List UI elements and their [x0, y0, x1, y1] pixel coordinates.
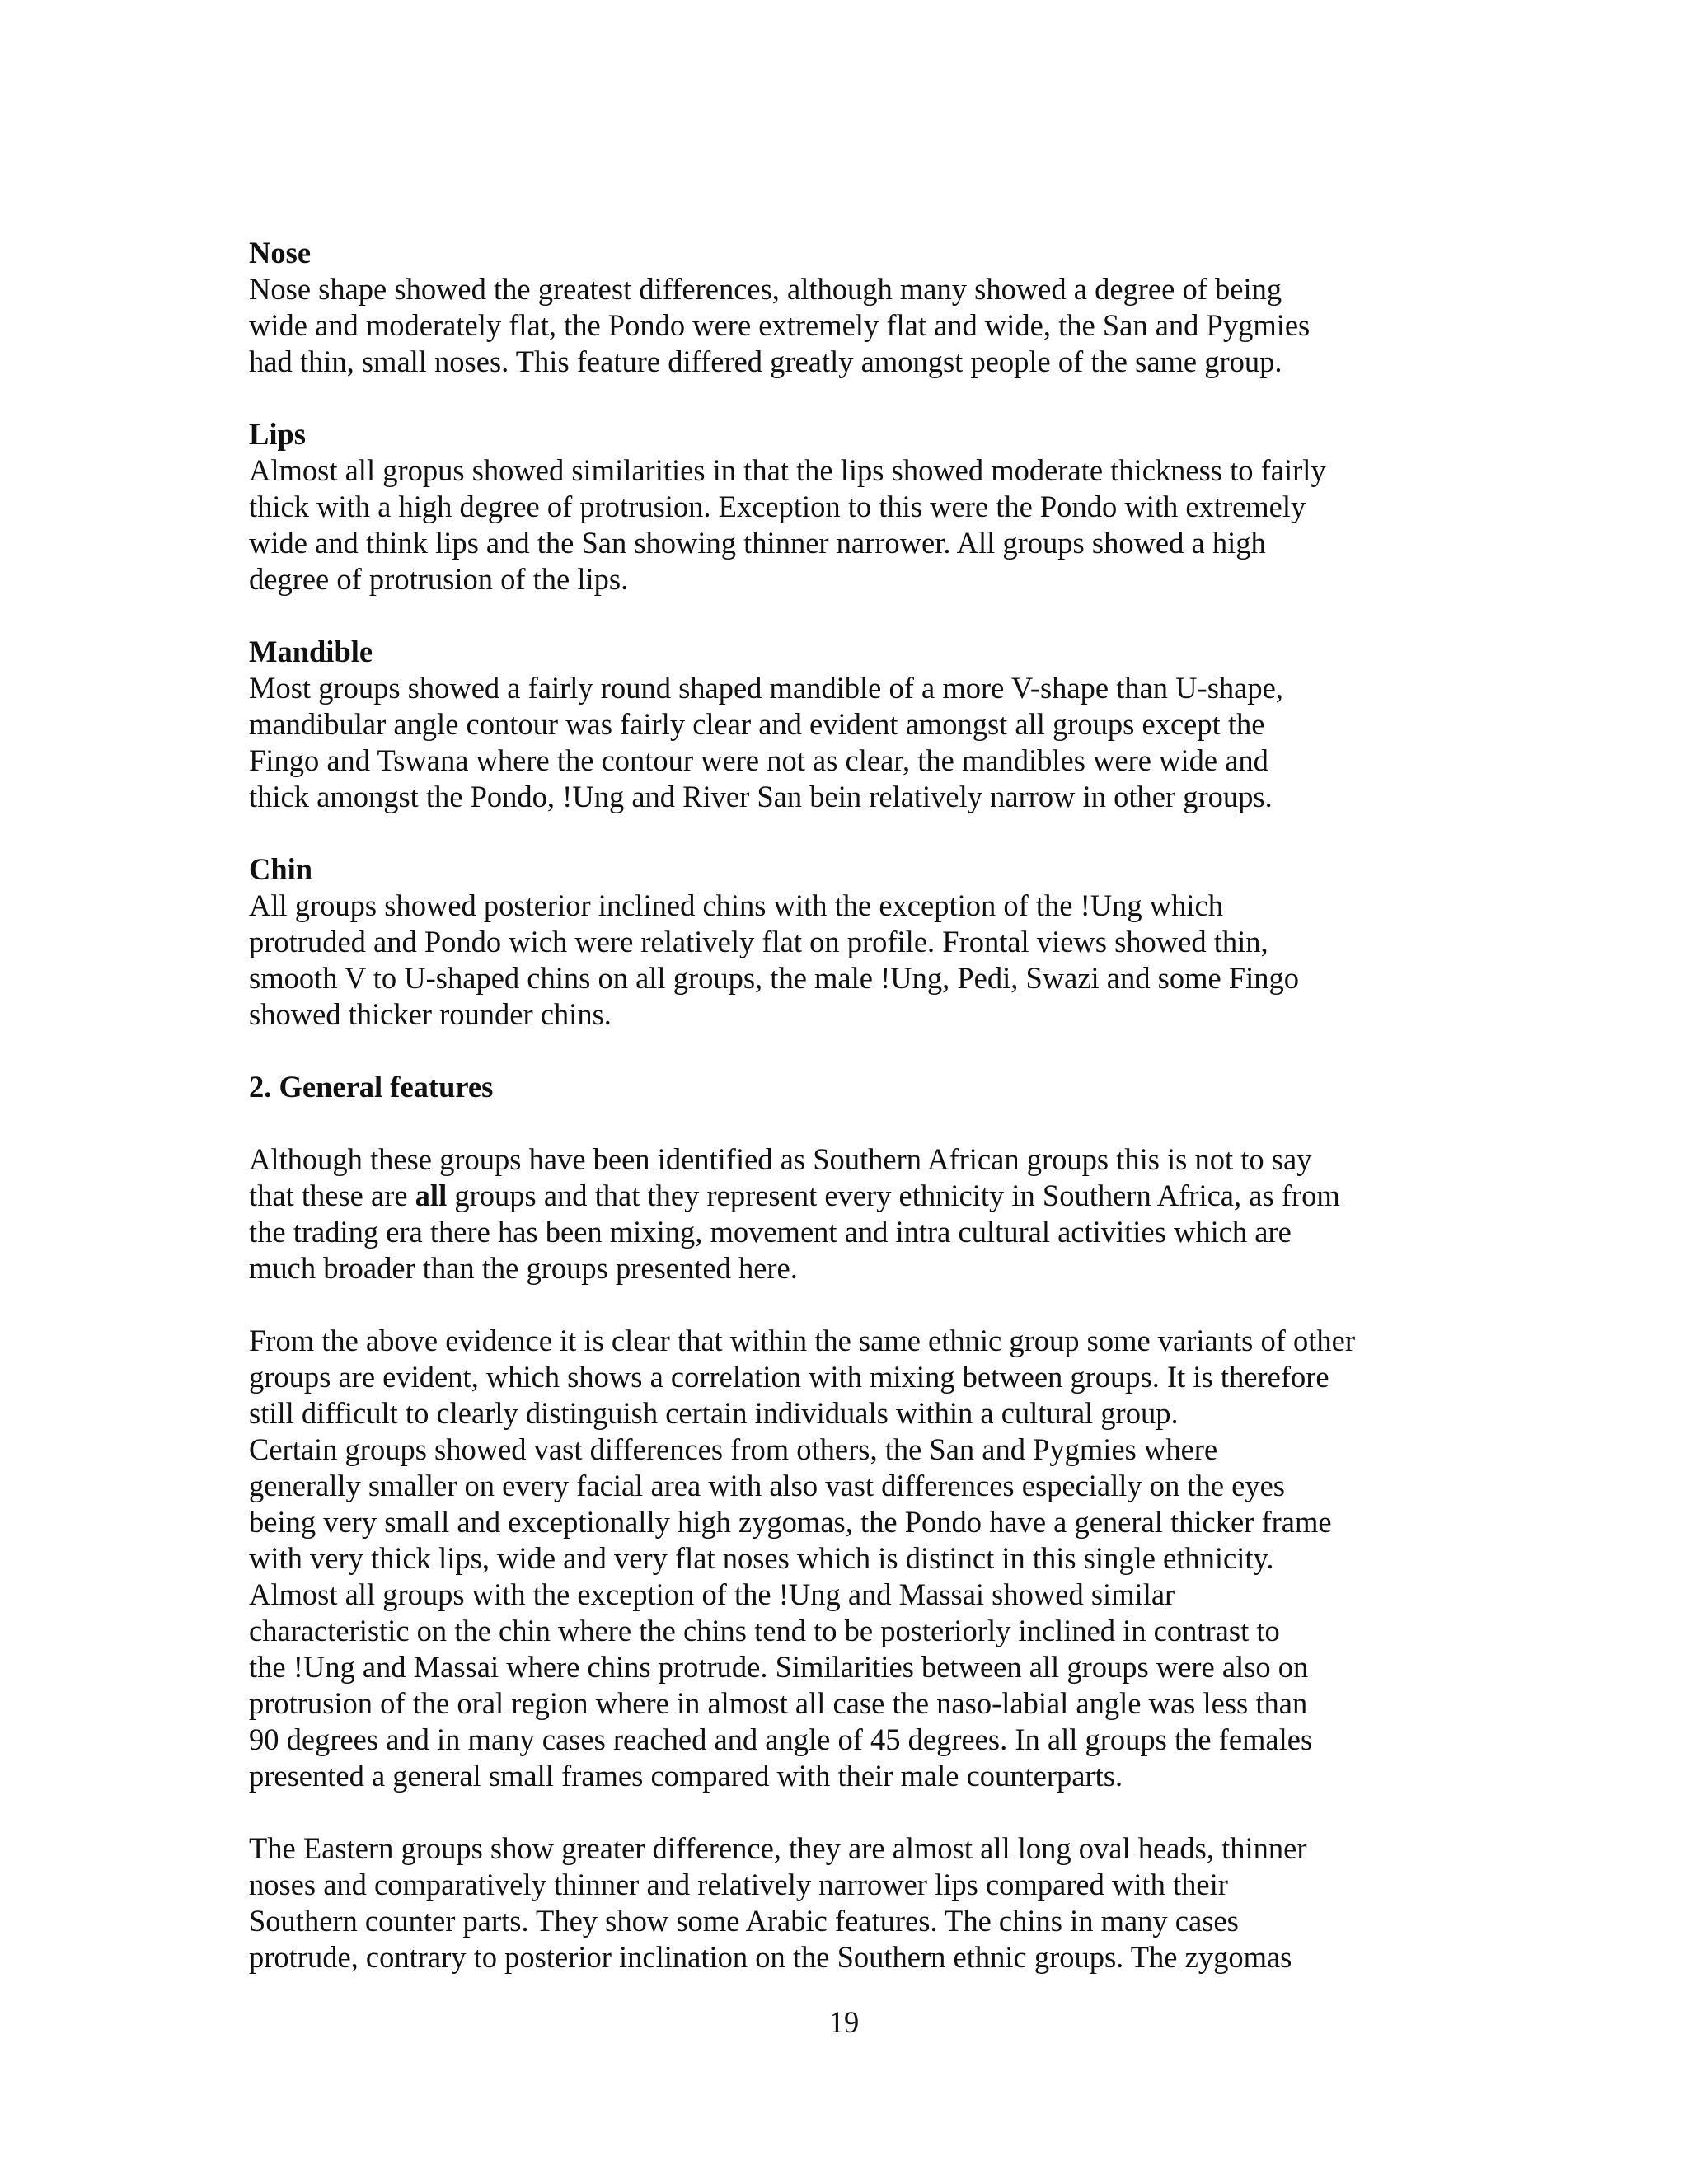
- paragraph-line: Fingo and Tswana where the contour were not as clear, the mandibles were wide and: [249, 743, 1268, 777]
- paragraph-line: generally smaller on every facial area with also vast differences especially on the eyes: [249, 1469, 1286, 1502]
- paragraph-line: much broader than the groups presented here.: [249, 1251, 798, 1285]
- paragraph-line: had thin, small noses. This feature differed greatly amongst people of the same group.: [249, 344, 1282, 378]
- paragraph-gap: [249, 380, 1469, 416]
- paragraph-line: noses and comparatively thinner and relatively narrower lips compared with their: [249, 1868, 1228, 1901]
- section-heading-lips: Lips: [249, 417, 306, 451]
- paragraph-line: thick with a high degree of protrusion. Exception to this were the Pondo with extremely: [249, 490, 1306, 523]
- paragraph-line: Most groups showed a fairly round shaped mandible of a more V-shape than U-shape,: [249, 671, 1283, 705]
- paragraph-line: with very thick lips, wide and very flat noses which is distinct in this single ethnicity.: [249, 1541, 1274, 1575]
- paragraph-line: The Eastern groups show greater difference, they are almost all long oval heads, thinner: [249, 1831, 1307, 1865]
- paragraph-line: smooth V to U-shaped chins on all groups, the male !Ung, Pedi, Swazi and some Fingo: [249, 961, 1299, 995]
- paragraph-line: Almost all groups with the exception of the !Ung and Massai showed similar: [249, 1577, 1175, 1611]
- paragraph-line: the trading era there has been mixing, movement and intra cultural activities which are: [249, 1215, 1292, 1249]
- paragraph-line: wide and moderately flat, the Pondo were extremely flat and wide, the San and Pygmies: [249, 308, 1311, 342]
- paragraph-gap: [249, 1794, 1469, 1830]
- paragraph-line: All groups showed posterior inclined chins with the exception of the !Ung which: [249, 888, 1223, 922]
- paragraph-line: protrusion of the oral region where in almost all case the naso-labial angle was less than: [249, 1686, 1308, 1720]
- paragraph-line: groups are evident, which shows a correlation with mixing between groups. It is therefore: [249, 1360, 1329, 1394]
- paragraph-line: degree of protrusion of the lips.: [249, 562, 629, 596]
- section-heading-chin: Chin: [249, 852, 313, 886]
- paragraph-line: Certain groups showed vast differences from others, the San and Pygmies where: [249, 1432, 1218, 1466]
- paragraph-line: 90 degrees and in many cases reached and angle of 45 degrees. In all groups the females: [249, 1722, 1313, 1756]
- section-heading-nose: Nose: [249, 236, 312, 269]
- emphasis-text: all: [415, 1179, 448, 1212]
- paragraph-line: Nose shape showed the greatest differences, although many showed a degree of being: [249, 272, 1282, 306]
- paragraph-gap: [249, 1105, 1469, 1141]
- paragraph-line: showed thicker rounder chins.: [249, 997, 612, 1031]
- section-heading-mandible: Mandible: [249, 635, 373, 668]
- paragraph-line: the !Ung and Massai where chins protrude. Similarities between all groups were also on: [249, 1650, 1309, 1684]
- text-run: that these are: [249, 1179, 415, 1212]
- page-body: [249, 235, 1469, 1975]
- paragraph-line: [249, 1178, 1469, 1214]
- paragraph-line: wide and think lips and the San showing thinner narrower. All groups showed a high: [249, 526, 1266, 560]
- paragraph-gap: [249, 1286, 1469, 1323]
- paragraph-line: still difficult to clearly distinguish certain individuals within a cultural group.: [249, 1396, 1179, 1430]
- paragraph-line: protruded and Pondo wich were relatively flat on profile. Frontal views showed thin,: [249, 925, 1268, 958]
- paragraph-line: From the above evidence it is clear that within the same ethnic group some variants of other: [249, 1324, 1355, 1357]
- paragraph-line: Almost all gropus showed similarities in that the lips showed moderate thickness to fairly: [249, 453, 1326, 487]
- paragraph-line: mandibular angle contour was fairly clear and evident amongst all groups except the: [249, 707, 1265, 741]
- text-run: groups and that they represent every ethnicity in Southern Africa, as from: [447, 1179, 1340, 1212]
- paragraph-line: thick amongst the Pondo, !Ung and River San bein relatively narrow in other groups.: [249, 780, 1273, 813]
- paragraph-gap: [249, 598, 1469, 634]
- page-number: 19: [828, 2005, 860, 2039]
- paragraph-line: Although these groups have been identified as Southern African groups this is not to say: [249, 1142, 1312, 1176]
- paragraph-line: being very small and exceptionally high zygomas, the Pondo have a general thicker frame: [249, 1505, 1332, 1539]
- paragraph-gap: [249, 1033, 1469, 1069]
- paragraph-line: characteristic on the chin where the chins tend to be posteriorly inclined in contrast to: [249, 1614, 1280, 1647]
- paragraph-line: Southern counter parts. They show some Arabic features. The chins in many cases: [249, 1904, 1239, 1938]
- paragraph-gap: [249, 815, 1469, 851]
- paragraph-line: presented a general small frames compared with their male counterparts.: [249, 1759, 1123, 1793]
- paragraph-line: protrude, contrary to posterior inclination on the Southern ethnic groups. The zygomas: [249, 1940, 1292, 1974]
- section-heading-general-features: 2. General features: [249, 1070, 494, 1104]
